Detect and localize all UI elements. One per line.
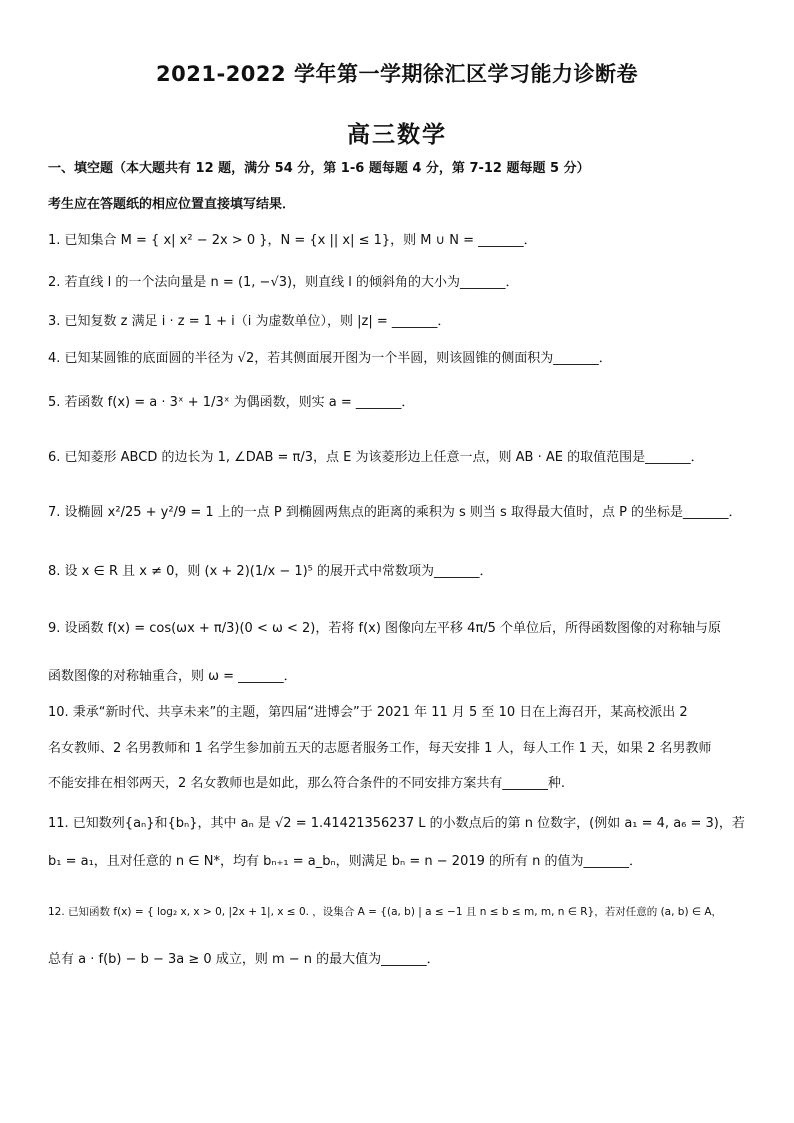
question-7: 7. 设椭圆 x²/25 + y²/9 = 1 上的一点 P 到椭圆两焦点的距离的乘积为 s 则当 s 取得最大值时，点 P 的坐标是_______．	[48, 505, 742, 520]
question-1: 1. 已知集合 M = { x| x² − 2x > 0 }，N = {x || x| ≤ 1}，则 M ∪ N = _______．	[48, 233, 537, 248]
question-9-line-2: 函数图像的对称轴重合，则 ω = _______．	[48, 669, 297, 684]
question-6: 6. 已知菱形 ABCD 的边长为 1, ∠DAB = π/3，点 E 为该菱形边上任意一点，则 AB · AE 的取值范围是_______．	[48, 450, 704, 465]
section-instruction: 考生应在答题纸的相应位置直接填写结果．	[48, 197, 296, 212]
question-10-line-3: 不能安排在相邻两天，2 名女教师也是如此，那么符合条件的不同安排方案共有_______种.	[48, 776, 566, 791]
question-5: 5. 若函数 f(x) = a · 3ˣ + 1/3ˣ 为偶函数，则实 a = _______．	[48, 395, 415, 410]
question-12-line-1: 12. 已知函数 f(x) = { log₂ x, x > 0, |2x + 1|, x ≤ 0. ，设集合 A = {(a, b) | a ≤ −1 且 n ≤ b ≤ m, m, n ∈ R}，若对任意的 (a, b) ∈ A，	[48, 906, 723, 918]
question-11-line-2: b₁ = a₁，且对任意的 n ∈ N*，均有 bₙ₊₁ = a_bₙ，则满足 bₙ = n − 2019 的所有 n 的值为_______．	[48, 854, 643, 869]
section-heading: 一、填空题（本大题共有 12 题，满分 54 分，第 1-6 题每题 4 分，第 7-12 题每题 5 分）	[48, 161, 590, 176]
subject-title: 高三数学	[347, 122, 447, 148]
question-2: 2. 若直线 l 的一个法向量是 n = (1, −√3)，则直线 l 的倾斜角的大小为_______．	[48, 275, 519, 290]
question-10-line-2: 名女教师、2 名男教师和 1 名学生参加前五天的志愿者服务工作，每天安排 1 人，每人工作 1 天，如果 2 名男教师	[48, 741, 712, 756]
question-11-line-1: 11. 已知数列{aₙ}和{bₙ}，其中 aₙ 是 √2 = 1.41421356237 L 的小数点后的第 n 位数字，(例如 a₁ = 4, a₆ = 3)，若	[48, 816, 745, 831]
question-12-line-2: 总有 a · f(b) − b − 3a ≥ 0 成立，则 m − n 的最大值为_______．	[48, 952, 440, 967]
question-8: 8. 设 x ∈ R 且 x ≠ 0，则 (x + 2)(1/x − 1)⁵ 的展开式中常数项为_______．	[48, 564, 493, 579]
question-3: 3. 已知复数 z 满足 i · z = 1 + i（i 为虚数单位），则 |z| = _______．	[48, 314, 451, 329]
question-10-line-1: 10. 秉承“新时代、共享未来”的主题，第四届“进博会”于 2021 年 11 月 5 至 10 日在上海召开，某高校派出 2	[48, 705, 688, 720]
question-9-line-1: 9. 设函数 f(x) = cos(ωx + π/3)(0 < ω < 2)，若将 f(x) 图像向左平移 4π/5 个单位后，所得函数图像的对称轴与原	[48, 621, 722, 636]
question-4: 4. 已知某圆锥的底面圆的半径为 √2，若其侧面展开图为一个半圆，则该圆锥的侧面积为_______．	[48, 351, 612, 366]
exam-title: 2021-2022 学年第一学期徐汇区学习能力诊断卷	[156, 62, 638, 86]
